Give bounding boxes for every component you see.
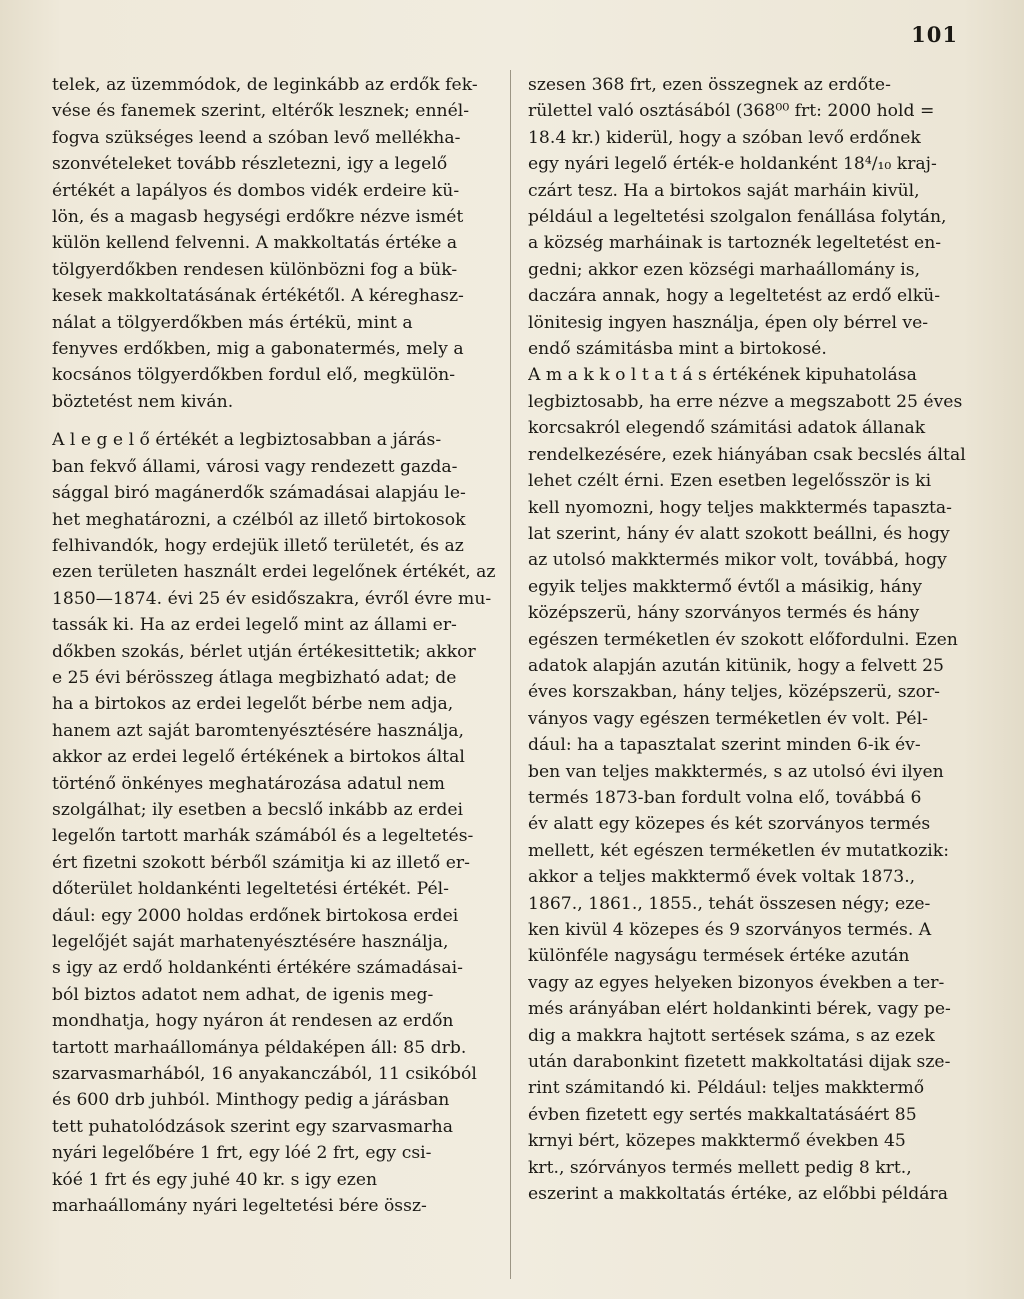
text-line: dául: ha a tapasztalat szerint minden 6-ik év- bbox=[528, 735, 921, 756]
text-line: legelőn tartott marhák számából és a legeltetés- bbox=[52, 826, 474, 847]
text-line: különféle nagyságu termések értéke azután bbox=[528, 946, 910, 967]
text-line: legelőjét saját marhatenyésztésére használja, bbox=[52, 932, 449, 952]
left-text-column bbox=[52, 72, 501, 1219]
text-line: sággal biró magánerdők számadásai alapjáu le- bbox=[52, 483, 466, 504]
text-line: szonvételeket tovább részletezni, igy a legelő bbox=[52, 154, 448, 175]
text-line: termés 1873-ban fordult volna elő, továbbá 6 bbox=[528, 787, 922, 808]
paragraph-gap bbox=[52, 415, 501, 427]
text-line: ványos vagy egészen terméketlen év volt. Pél- bbox=[528, 708, 928, 729]
text-line: kocsános tölgyerdőkben fordul elő, megkülön- bbox=[52, 365, 456, 386]
text-line: ben van teljes makktermés, s az utolsó évi ilyen bbox=[528, 761, 944, 782]
text-line: marhaállomány nyári legeltetési bére össz- bbox=[52, 1196, 427, 1217]
text-line: egy nyári legelő érték-e holdanként 18⁴/₁₀ kraj- bbox=[528, 154, 937, 175]
text-line: eszerint a makkoltatás értéke, az előbbi példára bbox=[528, 1184, 949, 1205]
text-line: után darabonkint fizetett makkoltatási dijak sze- bbox=[528, 1052, 951, 1073]
text-line: e 25 évi bérösszeg átlaga megbizható adat; de bbox=[52, 667, 457, 688]
text-line: értékét a lapályos és dombos vidék erdeire kü- bbox=[52, 180, 460, 201]
text-line: tassák ki. Ha az erdei legelő mint az állami er- bbox=[52, 615, 457, 636]
text-line: ezen területen használt erdei legelőnek értékét, az bbox=[52, 562, 496, 583]
text-line: lat szerint, hány év alatt szokott beállni, és hogy bbox=[528, 523, 950, 544]
text-line: daczára annak, hogy a legeltetést az erdő elkü- bbox=[528, 286, 940, 307]
text-line: ken kivül 4 közepes és 9 szorványos termés. A bbox=[528, 920, 932, 940]
text-line: kesek makkoltatásának értékétől. A kéreghasz- bbox=[52, 286, 464, 307]
text-line: akkor a teljes makktermő évek voltak 1873., bbox=[528, 867, 916, 888]
text-line: het meghatározni, a czélból az illető birtokosok bbox=[52, 509, 466, 530]
text-line: A l e g e l ő értékét a legbiztosabban a járás- bbox=[52, 430, 442, 451]
text-line: külön kellend felvenni. A makkoltatás értéke a bbox=[52, 233, 458, 254]
text-line: rendelkezésére, ezek hiányában csak becslés által bbox=[528, 444, 966, 465]
text-line: év alatt egy közepes és két szorványos termés bbox=[528, 814, 931, 835]
text-line: a község marháinak is tartoznék legeltetést en- bbox=[528, 233, 942, 254]
text-line: dőkben szokás, bérlet utján értékesittetik; akkor bbox=[52, 641, 476, 662]
text-line: 18.4 kr.) kiderül, hogy a szóban levő erdőnek bbox=[528, 127, 921, 148]
text-line: tett puhatolódzások szerint egy szarvasmarha bbox=[52, 1116, 453, 1137]
text-line: telek, az üzemmódok, de leginkább az erdők fek- bbox=[52, 75, 478, 95]
text-line: középszerü, hány szorványos termés és hány bbox=[528, 603, 920, 624]
text-line: akkor az erdei legelő értékének a birtokos által bbox=[52, 747, 465, 768]
right-text-column bbox=[528, 72, 976, 1207]
text-line: kell nyomozni, hogy teljes makktermés tapaszta- bbox=[528, 497, 952, 518]
text-line: szesen 368 frt, ezen összegnek az erdőte- bbox=[528, 75, 891, 95]
page-number: 101 bbox=[911, 22, 958, 47]
text-line: krt., szórványos termés mellett pedig 8 krt., bbox=[528, 1157, 912, 1178]
text-line: szolgálhat; ily esetben a becslő inkább az erdei bbox=[52, 799, 464, 820]
text-line: vagy az egyes helyeken bizonyos években a ter- bbox=[528, 972, 945, 993]
text-line: tölgyerdőkben rendesen különbözni fog a bük- bbox=[52, 259, 458, 280]
text-line: lehet czélt érni. Ezen esetben legelősször is ki bbox=[528, 471, 932, 492]
text-line: szarvasmarhából, 16 anyakanczából, 11 csikóból bbox=[52, 1064, 477, 1085]
text-line: egészen terméketlen év szokott előfordulni. Ezen bbox=[528, 629, 958, 650]
text-line: gedni; akkor ezen községi marhaállomány is, bbox=[528, 259, 921, 280]
column-divider bbox=[510, 70, 511, 1279]
text-line: dőterület holdankénti legeltetési értékét. Pél- bbox=[52, 879, 449, 900]
text-line: A m a k k o l t a t á s értékének kipuhatolása bbox=[528, 365, 917, 386]
text-line: krnyi bért, közepes makktermő években 45 bbox=[528, 1131, 906, 1152]
text-line: nyári legelőbére 1 frt, egy lóé 2 frt, egy csi- bbox=[52, 1143, 432, 1164]
text-line: évben fizetett egy sertés makkaltatásáért 85 bbox=[528, 1104, 917, 1125]
text-line: rülettel való osztásából (368⁰⁰ frt: 2000 hold = bbox=[528, 101, 935, 122]
text-line: fenyves erdőkben, mig a gabonatermés, mely a bbox=[52, 339, 464, 360]
text-line: éves korszakban, hány teljes, középszerü, szor- bbox=[528, 682, 940, 703]
text-line: 1867., 1861., 1855., tehát összesen négy; eze- bbox=[528, 893, 931, 914]
text-line: legbiztosabb, ha erre nézve a megszabott 25 éves bbox=[528, 391, 963, 412]
text-line: ban fekvő állami, városi vagy rendezett gazda- bbox=[52, 456, 458, 477]
text-line: dig a makkra hajtott sertések száma, s az ezek bbox=[528, 1025, 935, 1046]
text-line: felhivandók, hogy erdejük illető területét, és az bbox=[52, 535, 464, 556]
text-line: korcsakról elegendő számitási adatok állanak bbox=[528, 418, 926, 439]
text-line: rint számitandó ki. Például: teljes makktermő bbox=[528, 1078, 925, 1099]
text-line: tartott marhaállománya példaképen áll: 85 drb. bbox=[52, 1037, 467, 1058]
text-line: vése és fanemek szerint, eltérők lesznek; ennél- bbox=[52, 101, 470, 122]
text-line: dául: egy 2000 holdas erdőnek birtokosa erdei bbox=[52, 905, 459, 926]
text-line: adatok alapján azután kitünik, hogy a felvett 25 bbox=[528, 655, 944, 676]
text-line: és 600 drb juhból. Minthogy pedig a járásban bbox=[52, 1090, 450, 1111]
text-line: 1850—1874. évi 25 év esidőszakra, évről évre mu- bbox=[52, 588, 492, 609]
text-line: ból biztos adatot nem adhat, de igenis meg- bbox=[52, 984, 434, 1005]
text-line: nálat a tölgyerdőkben más értékü, mint a bbox=[52, 312, 413, 333]
text-line: mondhatja, hogy nyáron át rendesen az erdőn bbox=[52, 1011, 454, 1032]
text-line: s igy az erdő holdankénti értékére számadásai- bbox=[52, 958, 463, 979]
text-line: czárt tesz. Ha a birtokos saját marháin kivül, bbox=[528, 180, 920, 201]
text-line: kóé 1 frt és egy juhé 40 kr. s igy ezen bbox=[52, 1169, 378, 1190]
text-line: endő számitásba mint a birtokosé. bbox=[528, 339, 827, 360]
text-line: lön, és a magasb hegységi erdőkre nézve ismét bbox=[52, 207, 464, 228]
text-line: az utolsó makktermés mikor volt, továbbá, hogy bbox=[528, 550, 947, 571]
text-line: egyik teljes makktermő évtől a másikig, hány bbox=[528, 576, 923, 597]
text-line: ha a birtokos az erdei legelőt bérbe nem adja, bbox=[52, 694, 454, 715]
text-line: fogva szükséges leend a szóban levő mellékha- bbox=[52, 127, 461, 148]
text-line: ért fizetni szokott bérből számitja ki az illető er- bbox=[52, 852, 470, 873]
text-line: lönitesig ingyen használja, épen oly bérrel ve- bbox=[528, 312, 929, 333]
text-line: mellett, két egészen terméketlen év mutatkozik: bbox=[528, 840, 950, 861]
text-line: hanem azt saját baromtenyésztésére használja, bbox=[52, 720, 464, 741]
text-line: történő önkényes meghatározása adatul nem bbox=[52, 773, 445, 794]
text-line: például a legeltetési szolgalon fenállása folytán, bbox=[528, 207, 947, 228]
text-line: més arányában elért holdankinti bérek, vagy pe- bbox=[528, 999, 951, 1020]
text-line: böztetést nem kiván. bbox=[52, 391, 234, 412]
